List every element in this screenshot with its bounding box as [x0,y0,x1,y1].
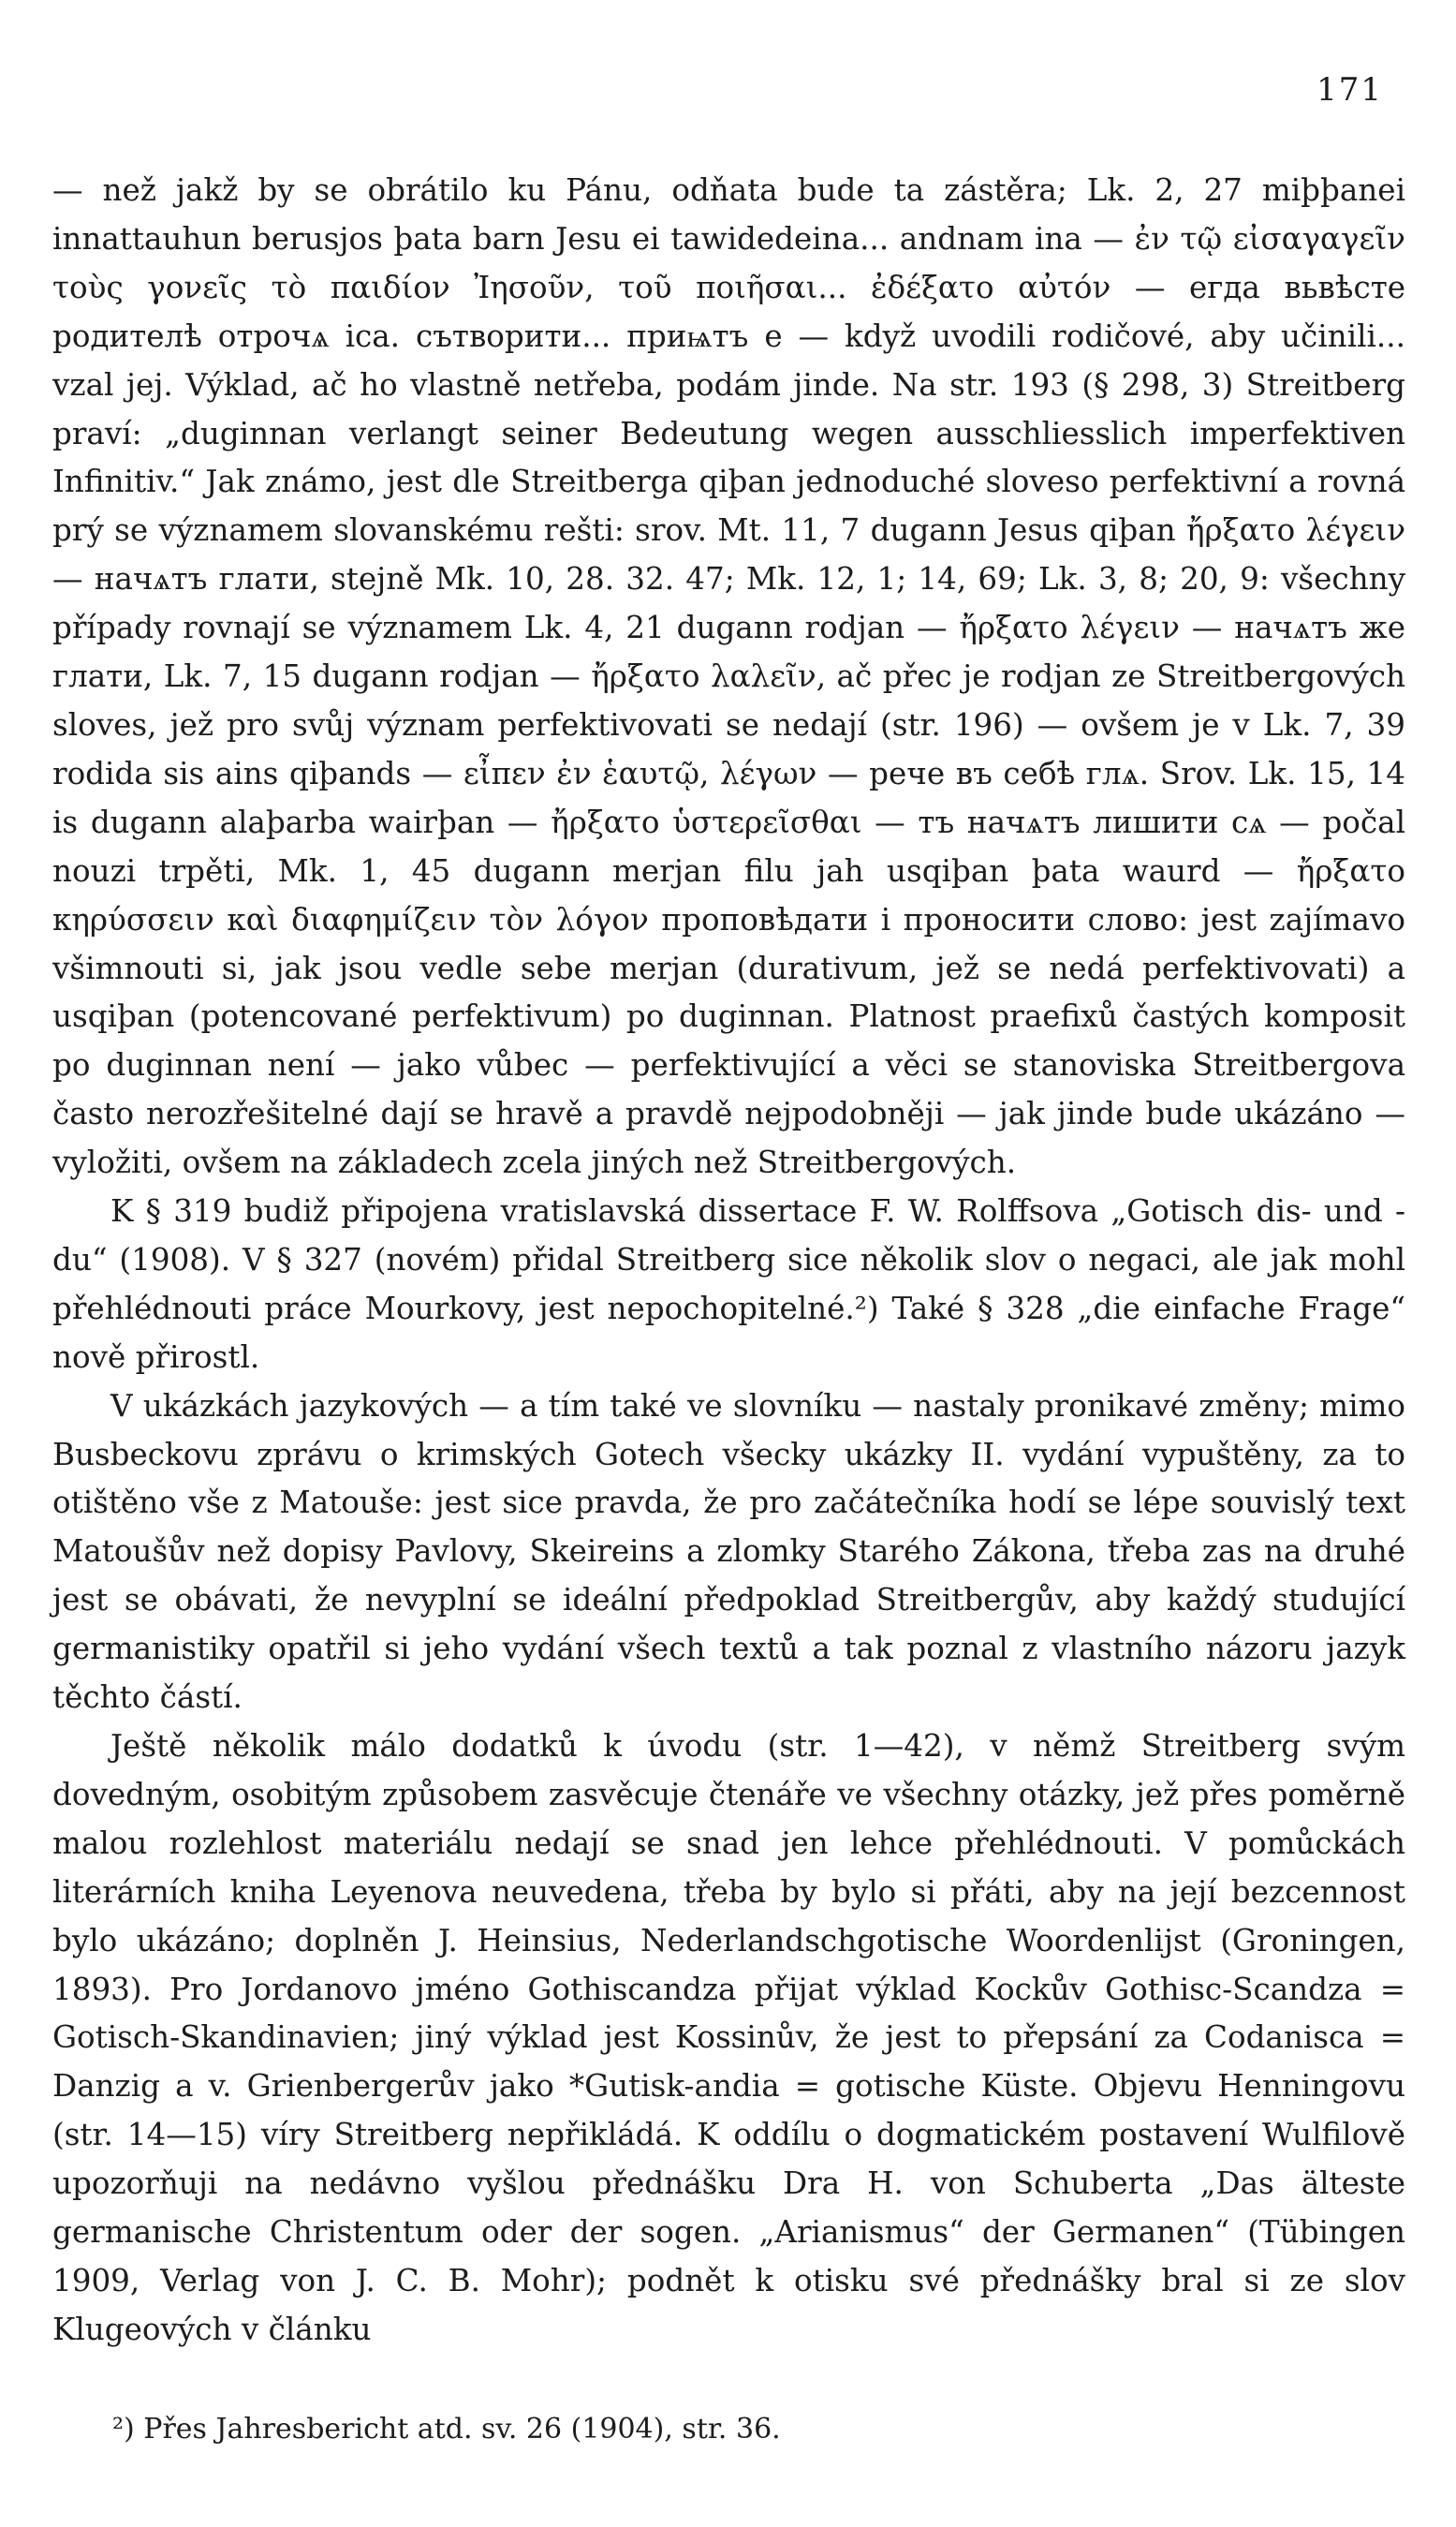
body-text [52,167,1405,2355]
footnote: ²) Přes Jahresbericht atd. sv. 26 (1904), str. 36. [112,2413,781,2446]
paragraph-1: — než jakž by se obrátilo ku Pánu, odňata bude ta zástěra; Lk. 2, 27 miþþanei innattauhun berusjos þata barn Jesu ei tawidedeina... andnam ina — ἐν τῷ εἰσαγαγεῖν τοὺς γονεῖς τὸ παιδίον Ἰησοῦν, τοῦ ποιῆσαι... ἐδέξατο αὐτόν — егда вьвѣсте родителѣ отрочѧ іса. сътворити... приѩтъ е — když uvodili rodičové, aby učinili... vzal jej. Výklad, ač ho vlastně netřeba, podám jinde. Na str. 193 (§ 298, 3) Streitberg praví: „duginnan verlangt seiner Bedeutung wegen ausschliesslich imperfektiven Infinitiv.“ Jak známo, jest dle Streitberga qiþan jednoduché sloveso perfektivní a rovná prý se významem slovanskému rešti: srov. Mt. 11, 7 dugann Jesus qiþan ἤρξατο λέγειν — начѧтъ глати, stejně Mk. 10, 28. 32. 47; Mk. 12, 1; 14, 69; Lk. 3, 8; 20, 9: všechny případy rovnají se významem Lk. 4, 21 dugann rodjan — ἤρξατο λέγειν — начѧтъ же глати, Lk. 7, 15 dugann rodjan — ἤρξατο λαλεῖν, ač přec je rodjan ze Streitbergových sloves, jež pro svůj význam perfektivovati se nedají (str. 196) — ovšem je v Lk. 7, 39 rodida sis ains qiþands — εἶπεν ἐν ἑαυτῷ, λέγων — рече въ себѣ глѧ. Srov. Lk. 15, 14 is dugann alaþarba wairþan — ἤρξατο ὑστερεῖσθαι — тъ начѧтъ лишити сѧ — počal nouzi trpěti, Mk. 1, 45 dugann merjan filu jah usqiþan þata waurd — ἤρξατο κηρύσσειν καὶ διαφημίζειν τὸν λόγον проповѣдати і проносити слово: jest zajímavo všimnouti si, jak jsou vedle sebe merjan (durativum, jež se nedá perfektivovati) a usqiþan (potencované perfektivum) po duginnan. Platnost praefixů častých komposit po duginnan není — jako vůbec — perfektivující a věci se stanoviska Streitbergova často nerozřešitelné dají se hravě a pravdě nejpodobněji — jak jinde bude ukázáno — vyložiti, ovšem na základech zcela jiných než Streitbergových. [52,172,1405,1181]
paragraph-3: V ukázkách jazykových — a tím také ve slovníku — nastaly pronikavé změny; mimo Busbeckovu zprávu o krimských Gotech všecky ukázky II. vydání vypuštěny, za to otištěno vše z Matouše: jest sice pravda, že pro začátečníka hodí se lépe souvislý text Matoušův než dopisy Pavlovy, Skeireins a zlomky Starého Zákona, třeba zas na druhé jest se obávati, že nevyplní se ideální předpoklad Streitbergův, aby každý studující germanistiky opatřil si jeho vydání všech textů a tak poznal z vlastního názoru jazyk těchto částí. [52,1387,1405,1716]
paragraph-4: Ještě několik málo dodatků k úvodu (str. 1—42), v němž Streitberg svým dovedným, osobitým způsobem zasvěcuje čtenáře ve všechny otázky, jež přes poměrně malou rozlehlost materiálu nedají se snad jen lehce přehlédnouti. V pomůckách literárních kniha Leyenova neuvedena, třeba by bylo si přáti, aby na její bezcennost bylo ukázáno; doplněn J. Heinsius, Nederlandschgotische Woordenlijst (Groningen, 1893). Pro Jordanovo jméno Gothiscandza přijat výklad Kockův Gothisc-Scandza = Gotisch-Skandinavien; jiný výklad jest Kossinův, že jest to přepsání za Codanisca = Danzig a v. Grienbergerův jako *Gutisk-andia = gotische Küste. Objevu Henningovu (str. 14—15) víry Streitberg nepřikládá. K oddílu o dogmatickém postavení Wulfilově upozorňuji na nedávno vyšlou přednášku Dra H. von Schuberta „Das älteste germanische Christentum oder der sogen. „Arianismus“ der Germanen“ (Tübingen 1909, Verlag von J. C. B. Mohr); podnět k otisku své přednášky bral si ze slov Klugeových v článku [52,1728,1405,2347]
page-number: 171 [1316,71,1383,109]
paragraph-2: K § 319 budiž připojena vratislavská dissertace F. W. Rolffsova „Gotisch dis- und -du“ (1908). V § 327 (novém) přidal Streitberg sice několik slov o negaci, ale jak mohl přehlédnouti práce Mourkovy, jest nepochopitelné.²) Také § 328 „die einfache Frage“ nově přirostl. [52,1193,1405,1375]
